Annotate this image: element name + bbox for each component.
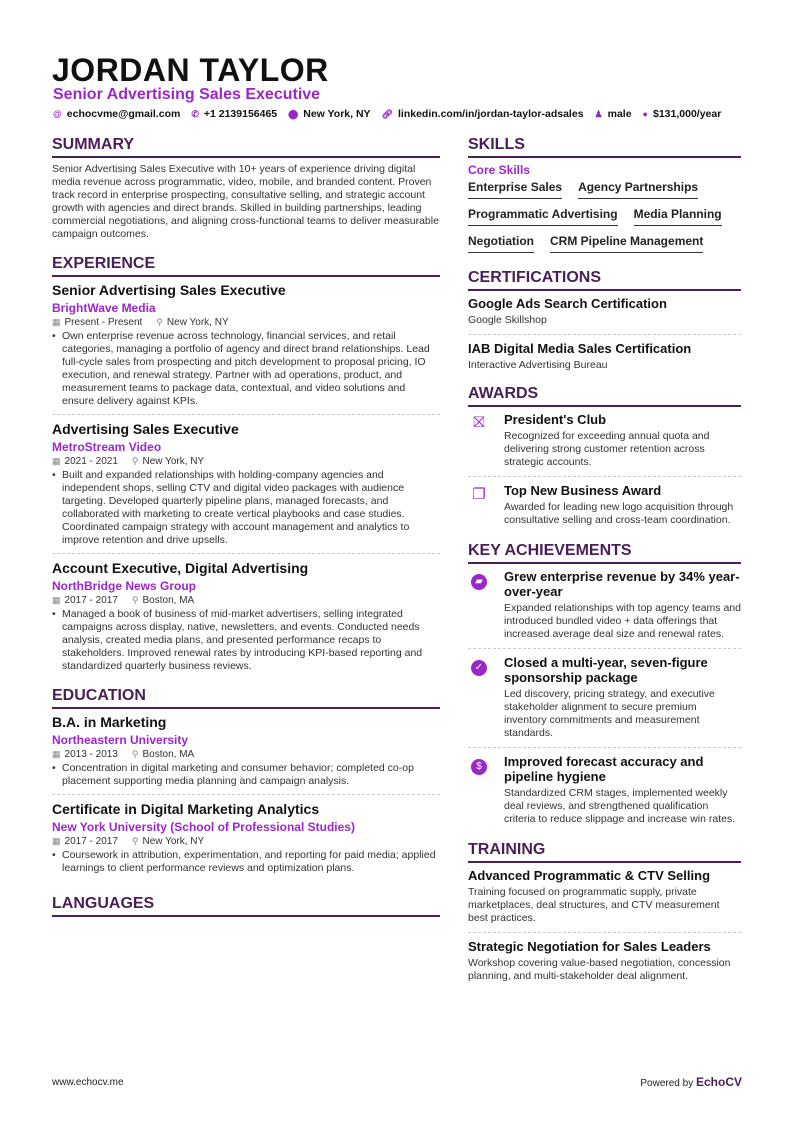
certification-entry — [468, 341, 741, 379]
footer-powered: Powered by EchoCV — [640, 1075, 742, 1089]
bullet-icon: • — [52, 762, 56, 774]
job-location: New York, NY — [142, 456, 205, 467]
footer-website[interactable]: www.echocv.me — [52, 1077, 124, 1088]
edu-location: New York, NY — [142, 836, 205, 847]
job-title: Senior Advertising Sales Executive — [52, 282, 286, 298]
location-pin-icon: ⚲ — [131, 749, 139, 759]
experience-entry — [52, 560, 440, 679]
skill-tag: Enterprise Sales — [468, 180, 562, 199]
section-heading-education: EDUCATION — [52, 687, 440, 709]
check-circle-icon: ✓ — [471, 660, 487, 676]
section-heading-experience: EXPERIENCE — [52, 255, 440, 277]
education-entry — [52, 801, 440, 881]
degree: B.A. in Marketing — [52, 714, 167, 730]
calendar-icon: ▦ — [52, 749, 61, 759]
training-entry — [468, 939, 741, 990]
section-heading-skills: SKILLS — [468, 136, 741, 158]
briefcase-icon: ▰ — [471, 574, 487, 590]
company-name: BrightWave Media — [52, 301, 156, 315]
training-description: Training focused on programmatic supply, private marketplaces, deal structures, and CTV measurement best practices. — [468, 886, 720, 924]
money-icon: ● — [642, 109, 648, 119]
bullet-icon: • — [52, 608, 56, 620]
candidate-title: Senior Advertising Sales Executive — [53, 86, 321, 103]
edu-location: Boston, MA — [142, 749, 195, 760]
contact-email[interactable]: @ echocvme@gmail.com — [53, 108, 181, 120]
person-icon: ♟ — [594, 109, 603, 119]
award-description: Recognized for exceeding annual quota and delivering strong customer retention across strategic accounts. — [504, 430, 710, 468]
edu-dates: 2013 - 2013 — [64, 749, 118, 760]
bullet-icon: • — [52, 330, 56, 342]
footer-brand: EchoCV — [695, 1075, 742, 1089]
achievement-entry — [468, 754, 741, 833]
award-name: President's Club — [504, 412, 607, 427]
training-description: Workshop covering value-based negotiation, concession planning, and multi-stakeholder deal alignment. — [468, 957, 731, 982]
section-heading-training: TRAINING — [468, 841, 741, 863]
skill-tag: Agency Partnerships — [578, 180, 698, 199]
achievement-entry — [468, 569, 741, 649]
contact-salary: ● $131,000/year — [642, 108, 722, 120]
edu-dates: 2017 - 2017 — [64, 836, 118, 847]
bullet-icon: • — [52, 849, 56, 861]
contact-gender: ♟ male — [594, 108, 632, 120]
skill-tag: Media Planning — [634, 207, 722, 226]
trophy-icon: ❐ — [472, 486, 486, 503]
achievement-entry — [468, 655, 741, 748]
no-bookmark-icon: ⛝ — [473, 414, 485, 431]
contact-location: ⬤ New York, NY — [288, 108, 371, 120]
location-pin-icon: ⚲ — [131, 456, 139, 466]
award-description: Awarded for leading new logo acquisition through consultative selling and cross-team coordination. — [504, 501, 734, 526]
education-entry — [52, 714, 440, 795]
section-heading-achievements: KEY ACHIEVEMENTS — [468, 542, 741, 564]
achievement-description: Led discovery, pricing strategy, and executive stakeholder alignment to secure premium inventory commitments and measurement standards. — [504, 688, 715, 739]
candidate-name: JORDAN TAYLOR — [52, 52, 329, 88]
skill-tag: Programmatic Advertising — [468, 207, 618, 226]
experience-entry — [52, 282, 440, 415]
calendar-icon: ▦ — [52, 317, 61, 327]
bullet-icon: • — [52, 469, 56, 481]
left-column — [52, 136, 440, 962]
skill-tag: CRM Pipeline Management — [550, 234, 703, 253]
achievement-description: Standardized CRM stages, implemented weekly deal reviews, and strengthened qualification criteria to reduce slippage and increase win rates. — [504, 787, 736, 825]
summary-text: Senior Advertising Sales Executive with 10+ years of experience driving digital media revenue across programmatic, video, mobile, and branded content. Proven track record in enterprise prospecting, consultative selling, and strategic account growth with agencies and direct brands. Skilled in building partnerships, leading commercial negotiations, and aligning cross-functional teams to deliver measurable campaign outcomes. — [52, 163, 439, 240]
experience-entry — [52, 421, 440, 554]
edu-description: Concentration in digital marketing and consumer behavior; completed co-op placement supporting media planning and campaign analysis. — [62, 762, 414, 787]
training-entry — [468, 868, 741, 933]
training-name: Strategic Negotiation for Sales Leaders — [468, 939, 711, 954]
section-heading-summary: SUMMARY — [52, 136, 440, 158]
job-location: New York, NY — [166, 317, 229, 328]
company-name: MetroStream Video — [52, 440, 162, 454]
section-heading-certifications: CERTIFICATIONS — [468, 269, 741, 291]
contact-bar — [53, 108, 721, 120]
certification-name: IAB Digital Media Sales Certification — [468, 341, 692, 356]
location-pin-icon: ⚲ — [131, 595, 139, 605]
contact-phone: ✆ +1 2139156465 — [191, 108, 278, 120]
award-name: Top New Business Award — [504, 483, 662, 498]
dollar-circle-icon: $ — [471, 759, 487, 775]
job-description: Own enterprise revenue across technology, financial services, and retail categories, managing a portfolio of agency and direct brand relationships. Lead full-cycle sales from prospecting and pitch development to proposal pricing, IO execution, and renewal strategy. Partner with ad operations, product, and measurement teams to package data, contextual, and video solutions and ensure delivery against KPIs. — [62, 330, 430, 407]
job-description: Built and expanded relationships with holding-company agencies and independent shops, selling CTV and digital video packages with audience targeting. Developed quarterly pipeline plans, managed forecasts, and collaborated with marketing to create vertical playbooks and case studies. Coordinated campaign strategy with account management and analytics to improve retention and drive upsells. — [62, 469, 410, 546]
school-name: Northeastern University — [52, 733, 189, 747]
certification-name: Google Ads Search Certification — [468, 296, 667, 311]
achievement-title: Closed a multi-year, seven-figure sponsorship package — [504, 655, 708, 685]
section-heading-languages: LANGUAGES — [52, 895, 440, 917]
job-dates: 2017 - 2017 — [64, 595, 118, 606]
job-dates: Present - Present — [64, 317, 143, 328]
achievement-title: Grew enterprise revenue by 34% year-over-year — [504, 569, 740, 599]
phone-icon: ✆ — [191, 109, 199, 119]
job-title: Advertising Sales Executive — [52, 421, 239, 437]
certification-entry — [468, 296, 741, 335]
award-entry — [468, 412, 741, 477]
right-column — [468, 136, 741, 996]
location-pin-icon: ⬤ — [288, 109, 299, 119]
award-entry — [468, 483, 741, 534]
link-icon: 🔗︎ — [381, 109, 393, 119]
edu-description: Coursework in attribution, experimentation, and reporting for paid media; applied learnings to client performance reviews and optimization plans. — [62, 849, 436, 874]
achievement-description: Expanded relationships with top agency teams and introduced bundled video + data offerings that increased average deal size and renewal rates. — [504, 602, 741, 640]
certification-issuer: Google Skillshop — [468, 314, 547, 326]
degree: Certificate in Digital Marketing Analytics — [52, 801, 320, 817]
job-title: Account Executive, Digital Advertising — [52, 560, 309, 576]
achievement-title: Improved forecast accuracy and pipeline hygiene — [504, 754, 704, 784]
job-dates: 2021 - 2021 — [64, 456, 118, 467]
job-location: Boston, MA — [142, 595, 195, 606]
company-name: NorthBridge News Group — [52, 579, 197, 593]
calendar-icon: ▦ — [52, 836, 61, 846]
contact-linkedin[interactable]: 🔗︎ linkedin.com/in/jordan-taylor-adsales — [381, 108, 584, 120]
school-name: New York University (School of Professional Studies) — [52, 820, 355, 834]
at-icon: @ — [53, 109, 62, 119]
location-pin-icon: ⚲ — [156, 317, 163, 327]
job-description: Managed a book of business of mid-market advertisers, selling integrated campaigns across display, native, newsletters, and events. Conducted needs analysis, created media plans, and presented performance recaps to stakeholders. Improved renewal rates by introducing KPI-based reporting and standardized quarterly business reviews. — [62, 608, 423, 672]
location-pin-icon: ⚲ — [131, 836, 139, 846]
calendar-icon: ▦ — [52, 595, 61, 605]
certification-issuer: Interactive Advertising Bureau — [468, 359, 608, 371]
section-heading-awards: AWARDS — [468, 385, 741, 407]
training-name: Advanced Programmatic & CTV Selling — [468, 868, 711, 883]
skill-tag: Negotiation — [468, 234, 534, 253]
calendar-icon: ▦ — [52, 456, 61, 466]
skills-subheading: Core Skills — [468, 163, 531, 177]
